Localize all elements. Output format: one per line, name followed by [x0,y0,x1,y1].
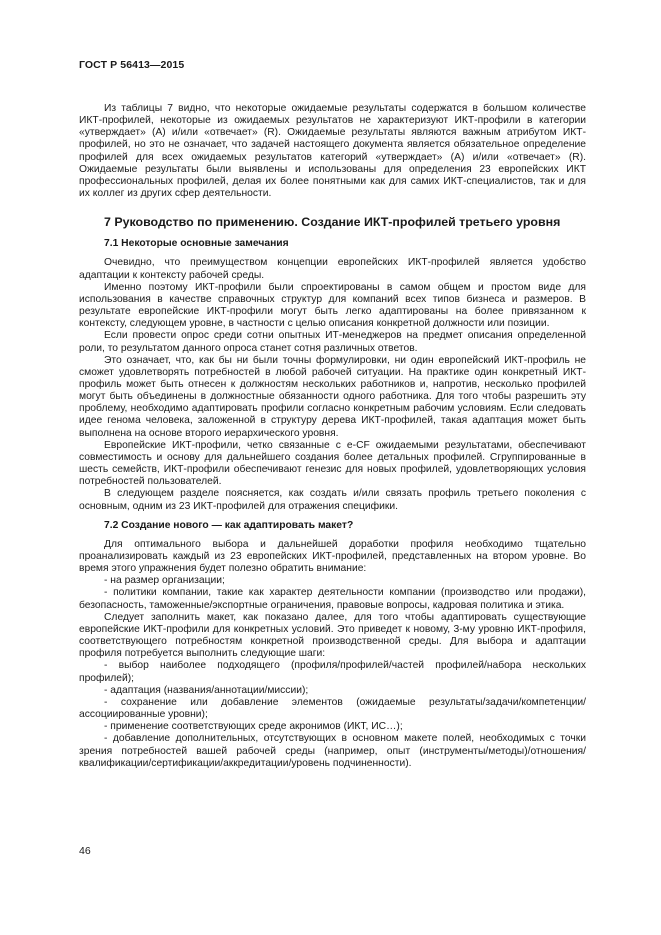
intro-paragraph: Из таблицы 7 видно, что некоторые ожидаемые результаты содержатся в большом количестве ИКТ-профилей, некоторые из ожидаемых результатов не характеризуют ИКТ-профили в категории «утверждает» (А) и/или «отвечает» (R). Ожидаемые результаты являются важным атрибутом ИКТ-профилей, но это не означает, что задачей настоящего документа является обязательное определение профилей для всех ожидаемых результатов категорий «утверждает» (А) и/или «отвечает» (R). Ожидаемые результаты были выявлены и использованы для определения 23 европейских ИКТ профессиональных профилей, делая их более понятными как для самих ИКТ-специалистов, так и для их коллег из других сфер деятельности. [79,103,586,200]
document-code: ГОСТ Р 56413—2015 [79,59,185,71]
paragraph: Это означает, что, как бы ни были точны формулировки, ни один европейский ИКТ-профиль не сможет удовлетворять потребностей в любой рабочей ситуации. На практике один конкретный ИКТ-профиль может быть отнесен к должностям нескольких работников и, напротив, несколько профилей могут быть объединены в должностные обязанности одного работника. Для того чтобы разрешить эту проблему, необходимо адаптировать профили согласно конкретным рабочим условиям. Если следовать идее генома человека, заложенной в структуру дерева ИКТ-профилей, такая адаптация может быть выполнена на основе второго иерархического уровня. [79,354,586,439]
paragraph: Именно поэтому ИКТ-профили были спроектированы в самом общем и простом виде для использования в качестве справочных структур для компаний всех типов бизнеса и размеров. В результате европейские ИКТ-профили могут быть легко адаптированы на более привязанном к контексту, следующем уровне, в частности с целью описания конкретной должности или позиции. [79,281,586,330]
page-number: 46 [79,845,91,857]
paragraph: Очевидно, что преимуществом концепции европейских ИКТ-профилей является удобство адаптации к контексту рабочей среды. [79,257,586,281]
list-item: - политики компании, такие как характер деятельности компании (производство или продажи), безопасность, таможенные/экспортные ограничения, правовые вопросы, кадровая политика и этика. [79,587,586,611]
paragraph: Если провести опрос среди сотни опытных ИТ-менеджеров на предмет описания определенной роли, то результатом данного опроса станет сотня различных ответов. [79,330,586,354]
list-item: - применение соответствующих среде акронимов (ИКТ, ИС…); [104,721,403,733]
paragraph: Для оптимального выбора и дальнейшей доработки профиля необходимо тщательно проанализировать каждый из 23 европейских ИКТ-профилей, представленных на втором уровне. Во время этого упражнения будет полезно обратить внимание: [79,538,586,575]
list-item: - адаптация (названия/аннотации/миссии); [104,684,309,696]
list-item: - на размер организации; [104,575,225,587]
subsection-title-7-1: 7.1 Некоторые основные замечания [104,238,289,250]
paragraph: В следующем разделе поясняется, как создать и/или связать профиль третьего поколения с основным, одним из 23 ИКТ-профилей для отражения специфики. [79,488,586,512]
paragraph: Европейские ИКТ-профили, четко связанные с e-CF ожидаемыми результатами, обеспечивают совместимость и основу для дальнейшего создания более детальных профилей. Сгруппированные в шесть семейств, ИКТ-профили обеспечивают генезис для новых профилей, удовлетворяющих условия потребностей пользователей. [79,439,586,488]
list-item: - сохранение или добавление элементов (ожидаемые результаты/задачи/компетенции/ассоциированные уровни); [79,696,586,721]
list-item: - выбор наиболее подходящего (профиля/профилей/частей профилей/набора нескольких профилей); [79,660,586,684]
subsection-title-7-2: 7.2 Создание нового — как адаптировать макет? [104,519,354,531]
paragraph: Следует заполнить макет, как показано далее, для того чтобы адаптировать существующие европейские ИКТ-профили для конкретных условий. Это приведет к новому, 3-му уровню ИКТ-профиля, соответствующего потребностям конкретной производственной среды. Для выбора и адаптации профиля потребуется выполнить следующие шаги: [79,611,586,660]
section-title: 7 Руководство по применению. Создание ИКТ-профилей третьего уровня [104,215,561,230]
page-content [79,103,586,770]
list-item: - добавление дополнительных, отсутствующих в основном макете полей, необходимых с точки зрения потребностей вашей рабочей среды (например, опыт (инструменты/методы)/отношения/квалификации/сертификации/аккредитации/уровень подчиненности). [79,733,586,769]
